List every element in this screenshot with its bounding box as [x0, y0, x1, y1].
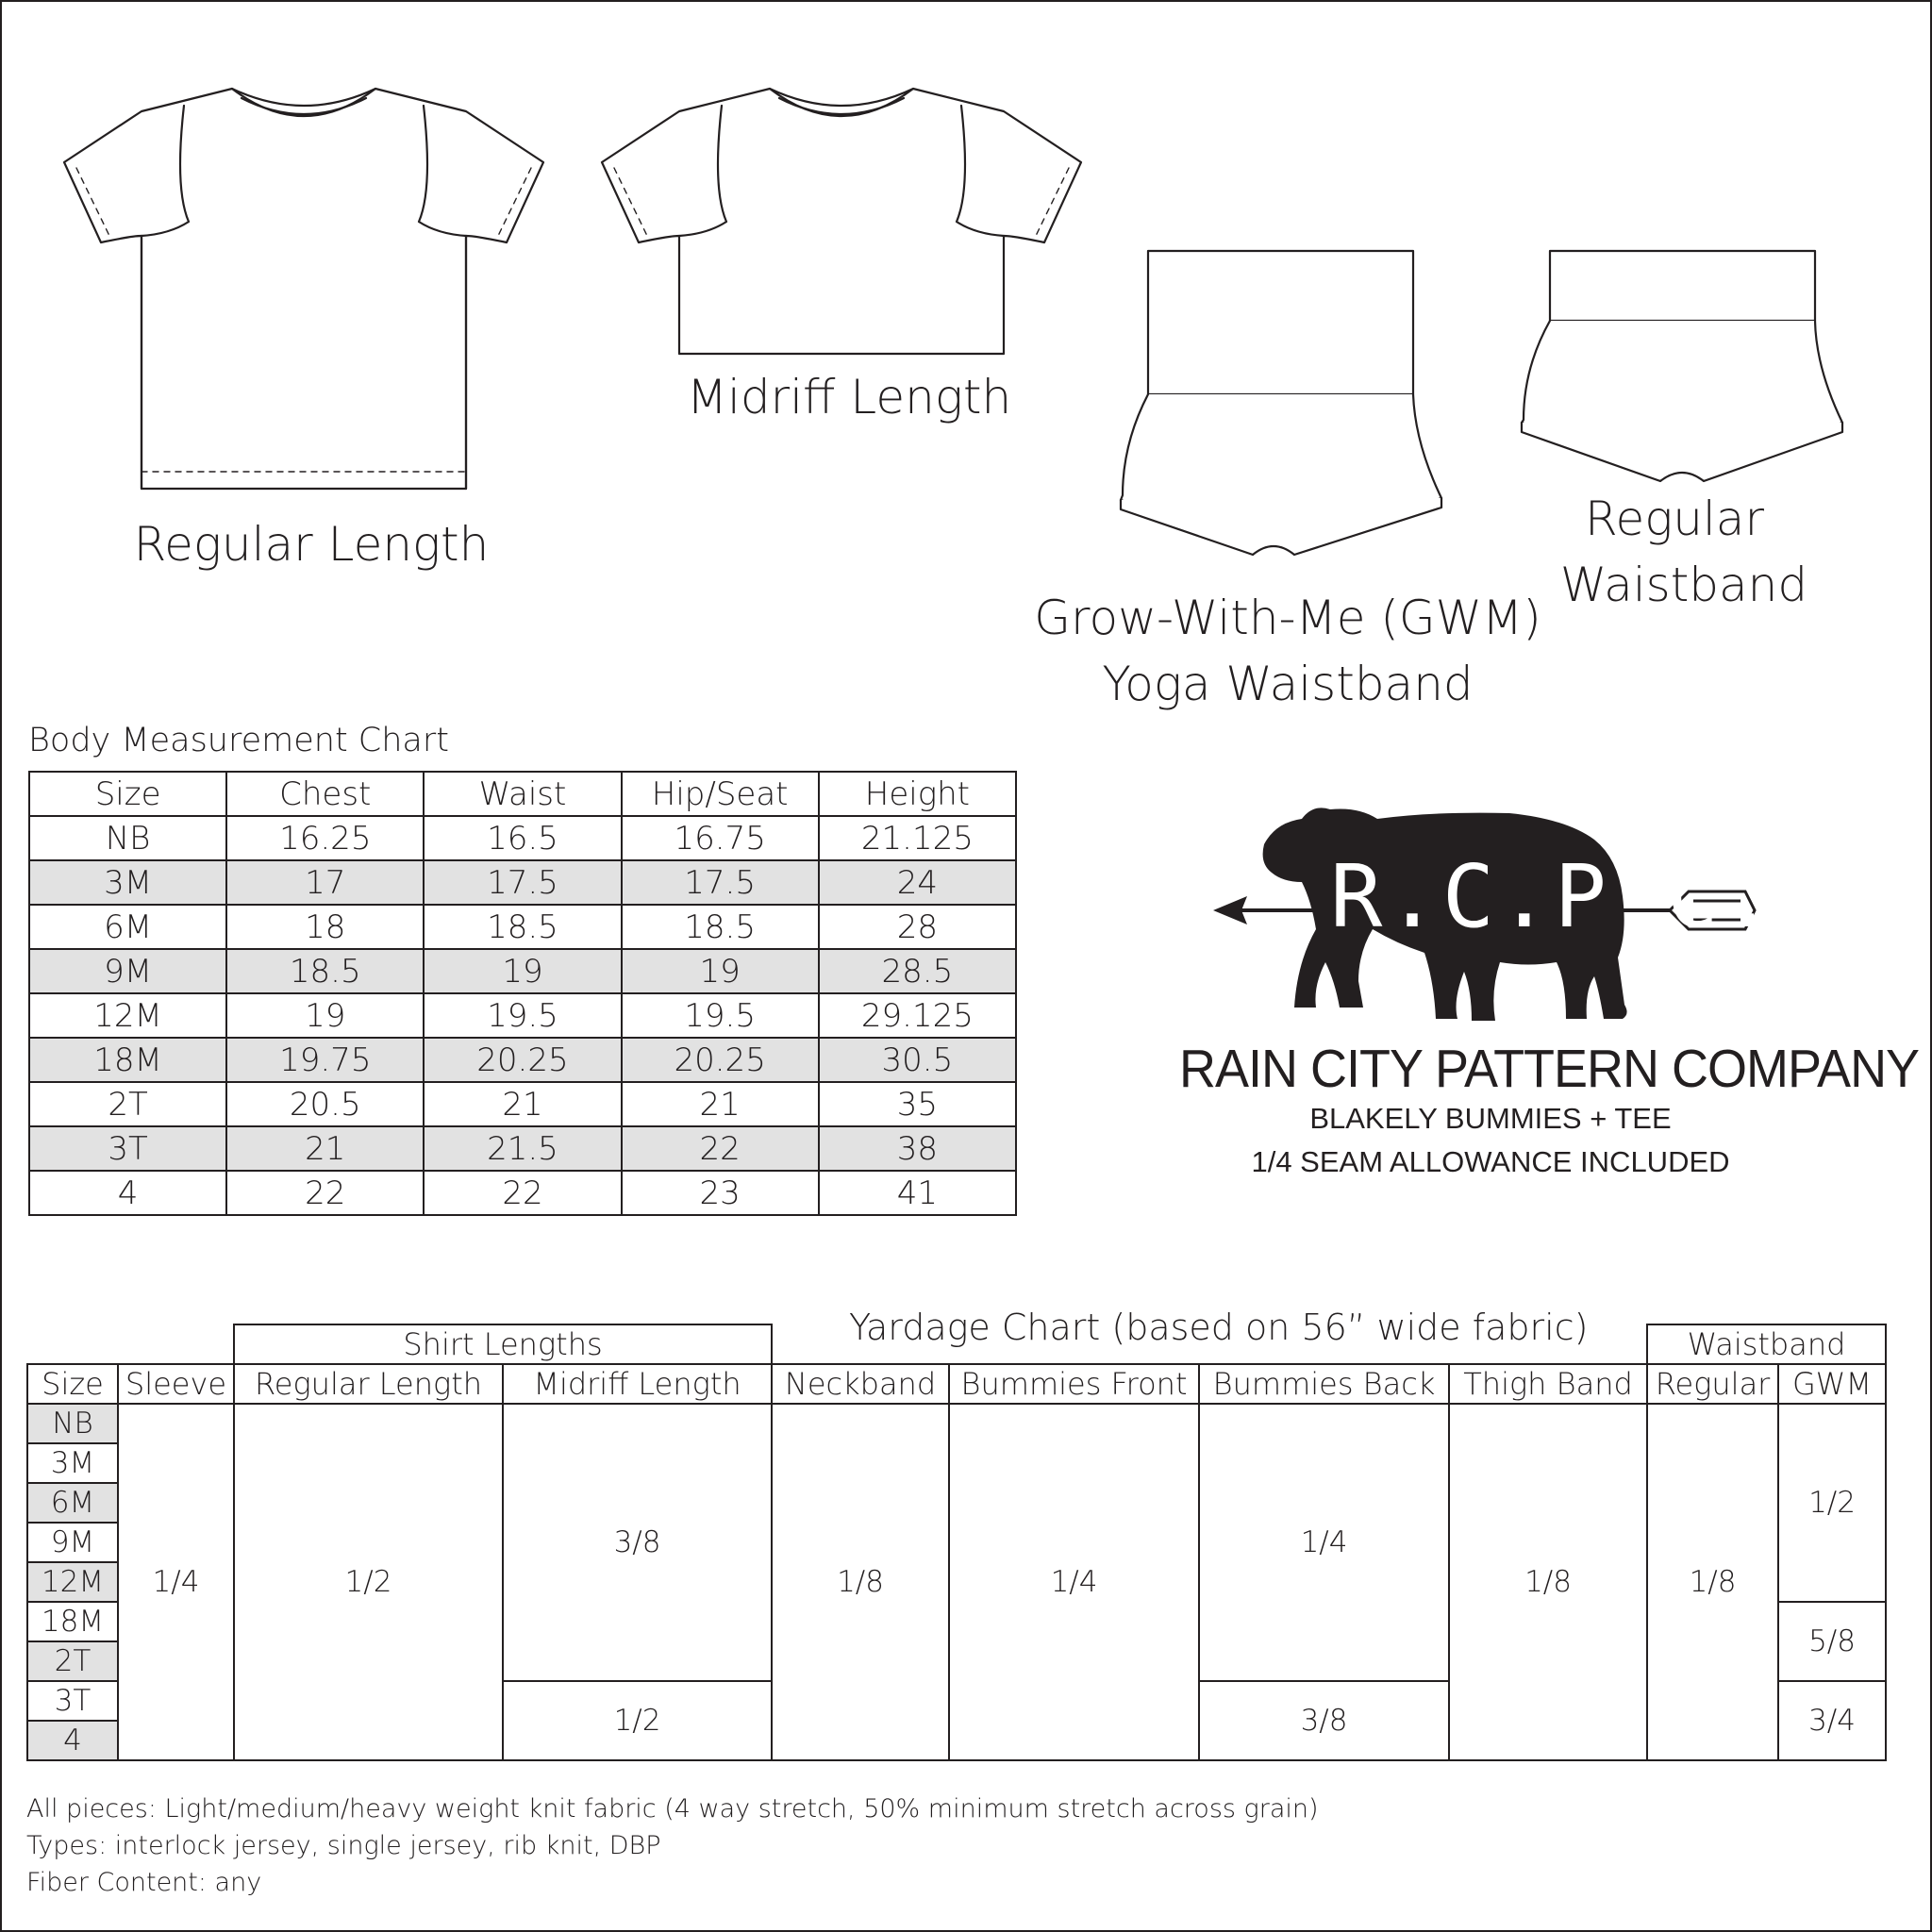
header-sleeve: Sleeve [118, 1364, 234, 1404]
cell-waist: 19 [424, 949, 621, 993]
tee-regular-label: Regular Length [133, 517, 490, 572]
header-bummies-front: Bummies Front [949, 1364, 1199, 1404]
header-size: Size [29, 772, 226, 816]
cell-hip: 22 [622, 1126, 819, 1171]
size-cell: NB [27, 1404, 118, 1443]
cell-hip: 23 [622, 1171, 819, 1215]
cell-waist: 22 [424, 1171, 621, 1215]
cell-hip: 20.25 [622, 1038, 819, 1082]
gwm-mid-value: 5/8 [1778, 1602, 1886, 1681]
logo-pattern-name: BLAKELY BUMMIES + TEE [1309, 1102, 1672, 1135]
group-shirt-lengths: Shirt Lengths [234, 1324, 772, 1364]
thigh-band-value: 1/8 [1449, 1404, 1647, 1760]
cell-height: 21.125 [819, 816, 1016, 860]
header-hip-seat: Hip/Seat [622, 772, 819, 816]
regular-wb-label-line2: Waistband [1559, 558, 1808, 612]
header-neckband: Neckband [772, 1364, 949, 1404]
cell-chest: 19.75 [226, 1038, 424, 1082]
note-line: Types: interlock jersey, single jersey, rib knit, DBP [26, 1831, 661, 1860]
header-bummies-back: Bummies Back [1199, 1364, 1449, 1404]
cell-chest: 18 [226, 905, 424, 949]
tee-midriff-label: Midriff Length [686, 370, 1012, 425]
neckband-value: 1/8 [772, 1404, 949, 1760]
cell-size: NB [29, 816, 226, 860]
size-cell: 18M [27, 1602, 118, 1641]
cell-waist: 16.5 [424, 816, 621, 860]
regular-length-value: 1/2 [234, 1404, 503, 1760]
cell-chest: 21 [226, 1126, 424, 1171]
group-waistband: Waistband [1647, 1324, 1886, 1364]
header-wb-gwm: GWM [1778, 1364, 1886, 1404]
cell-height: 28 [819, 905, 1016, 949]
regular-wb-label-line1: Regular [1584, 491, 1765, 546]
size-cell: 4 [27, 1721, 118, 1760]
size-cell: 12M [27, 1562, 118, 1602]
note-line: All pieces: Light/medium/heavy weight knit fabric (4 way stretch, 50% minimum stretch across grain) [26, 1794, 1319, 1824]
cell-waist: 18.5 [424, 905, 621, 949]
header-chest: Chest [226, 772, 424, 816]
sleeve-value: 1/4 [118, 1404, 234, 1760]
cell-height: 29.125 [819, 993, 1016, 1038]
header-wb-regular: Regular [1647, 1364, 1778, 1404]
cell-chest: 18.5 [226, 949, 424, 993]
bummies-back-small-value: 1/4 [1199, 1404, 1449, 1681]
header-waist: Waist [424, 772, 621, 816]
cell-chest: 19 [226, 993, 424, 1038]
cell-height: 28.5 [819, 949, 1016, 993]
cell-waist: 21.5 [424, 1126, 621, 1171]
logo-company-name: RAIN CITY PATTERN COMPANY [1179, 1039, 1920, 1099]
cell-hip: 17.5 [622, 860, 819, 905]
column-header-row [27, 1364, 1886, 1404]
cell-size: 9M [29, 949, 226, 993]
cell-hip: 19.5 [622, 993, 819, 1038]
gwm-label-line1: Grow-With-Me (GWM) [1034, 591, 1541, 645]
cell-chest: 20.5 [226, 1082, 424, 1126]
cell-size: 6M [29, 905, 226, 949]
cell-waist: 19.5 [424, 993, 621, 1038]
table-row [27, 1404, 1886, 1443]
header-regular-length: Regular Length [234, 1364, 503, 1404]
yardage-chart-title: Yardage Chart (based on 56” wide fabric) [849, 1307, 1589, 1348]
size-cell: 6M [27, 1483, 118, 1523]
cell-height: 30.5 [819, 1038, 1016, 1082]
group-header-row [27, 1324, 1886, 1364]
cell-chest: 17 [226, 860, 424, 905]
cell-waist: 21 [424, 1082, 621, 1126]
cell-size: 2T [29, 1082, 226, 1126]
cell-hip: 19 [622, 949, 819, 993]
wb-regular-value: 1/8 [1647, 1404, 1778, 1760]
cell-height: 24 [819, 860, 1016, 905]
gwm-small-value: 1/2 [1778, 1404, 1886, 1602]
header-thigh-band: Thigh Band [1449, 1364, 1647, 1404]
cell-height: 35 [819, 1082, 1016, 1126]
bummies-back-large-value: 3/8 [1199, 1681, 1449, 1760]
cell-waist: 17.5 [424, 860, 621, 905]
cell-size: 3M [29, 860, 226, 905]
header-midriff-length: Midriff Length [503, 1364, 772, 1404]
gwm-label-line2: Yoga Waistband [1102, 657, 1474, 711]
size-cell: 2T [27, 1641, 118, 1681]
bummies-front-value: 1/4 [949, 1404, 1199, 1760]
cell-size: 3T [29, 1126, 226, 1171]
yardage-table [26, 1324, 1887, 1761]
note-line: Fiber Content: any [26, 1868, 262, 1897]
fabric-notes [26, 1790, 1319, 1901]
cell-height: 38 [819, 1126, 1016, 1171]
cell-size: 12M [29, 993, 226, 1038]
size-cell: 3M [27, 1443, 118, 1483]
gwm-large-value: 3/4 [1778, 1681, 1886, 1760]
body-chart-title: Body Measurement Chart [28, 722, 449, 759]
midriff-large-value: 1/2 [503, 1681, 772, 1760]
cell-height: 41 [819, 1171, 1016, 1215]
midriff-small-value: 3/8 [503, 1404, 772, 1681]
cell-hip: 21 [622, 1082, 819, 1126]
cell-size: 18M [29, 1038, 226, 1082]
cell-hip: 18.5 [622, 905, 819, 949]
cell-hip: 16.75 [622, 816, 819, 860]
header-height: Height [819, 772, 1016, 816]
logo-seam-note: 1/4 SEAM ALLOWANCE INCLUDED [1251, 1145, 1730, 1178]
cell-chest: 16.25 [226, 816, 424, 860]
cell-chest: 22 [226, 1171, 424, 1215]
cell-size: 4 [29, 1171, 226, 1215]
size-cell: 9M [27, 1523, 118, 1562]
header-size: Size [27, 1364, 118, 1404]
size-cell: 3T [27, 1681, 118, 1721]
logo-initials: R.C.P.C. [1330, 846, 1779, 947]
cell-waist: 20.25 [424, 1038, 621, 1082]
